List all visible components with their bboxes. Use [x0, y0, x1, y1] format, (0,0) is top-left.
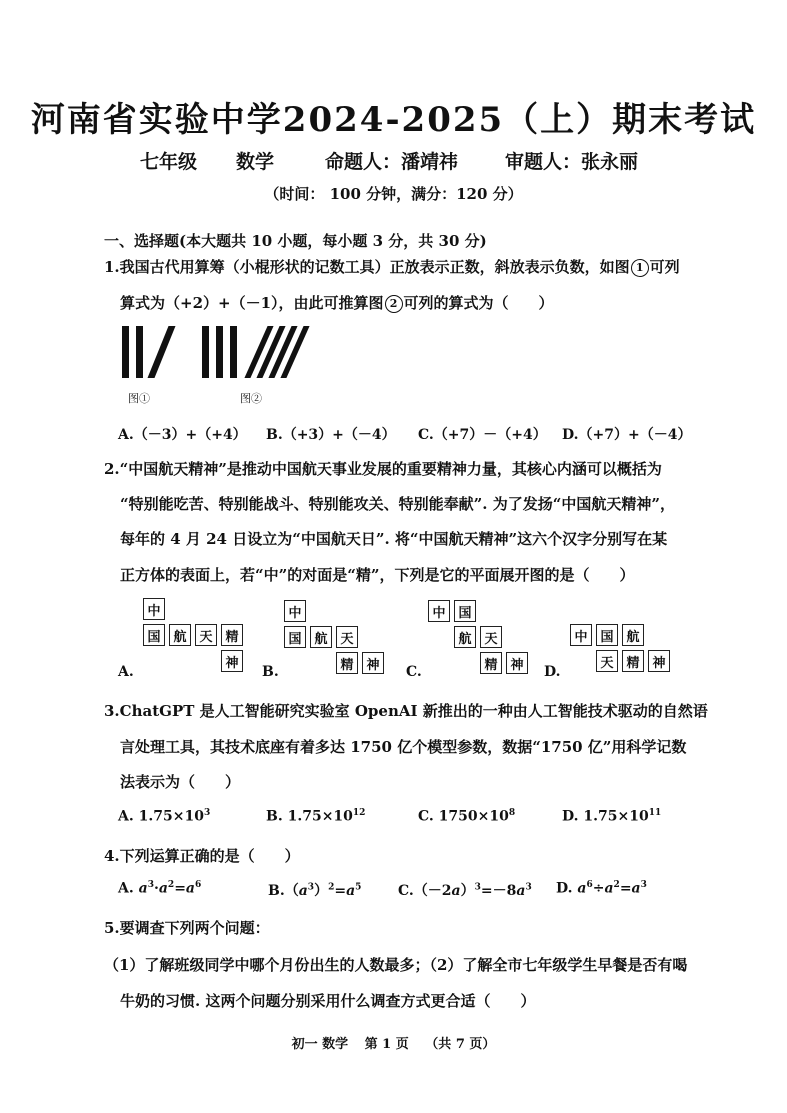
net-cell: 精: [336, 652, 358, 674]
footer-page: 第 1 页: [364, 1037, 409, 1052]
q2-option-a-label: A.: [118, 664, 134, 680]
option-exponent: 8: [508, 808, 516, 818]
q1-option-b: B.（+3）+（－4）: [266, 427, 396, 443]
cube-net-c: [428, 600, 538, 680]
q5-line2: 牛奶的习惯. 这两个问题分别采用什么调查方式更合适（ ）: [120, 992, 536, 1010]
q5-stem: 5.要调查下列两个问题：: [104, 919, 270, 937]
q1-option-a: A.（－3）+（+4）: [118, 427, 247, 443]
q2-line2: “特别能吃苦、特别能战斗、特别能攻关、特别能奉献”. 为了发扬“中国航天精神”，: [120, 495, 675, 513]
q2-line4: 正方体的表面上，若“中”的对面是“精”，下列是它的平面展开图的是（ ）: [120, 566, 635, 584]
option-exponent: 11: [648, 808, 662, 818]
setter-label: 命题人：潘靖祎: [325, 151, 459, 173]
net-cell: 天: [195, 624, 217, 646]
net-cell: 天: [336, 626, 358, 648]
net-cell: 中: [284, 600, 306, 622]
q3-line1: 3.ChatGPT 是人工智能研究实验室 OpenAI 新推出的一种由人工智能技术驱动的自然语: [104, 702, 708, 720]
counting-rods-figure-2: [200, 326, 320, 382]
q2-option-c-label: C.: [406, 664, 422, 680]
net-cell: 航: [310, 626, 332, 648]
option-label: A.: [118, 880, 134, 897]
option-base: 1.75×10: [583, 808, 649, 825]
q1-line2: [120, 292, 554, 313]
net-cell: 天: [596, 650, 618, 672]
net-cell: 国: [284, 626, 306, 648]
subject-label: 数学: [236, 151, 275, 173]
figure-1-caption: 图①: [128, 392, 150, 405]
option-label: B.: [266, 808, 283, 825]
option-base: 1750×10: [438, 808, 509, 825]
cube-net-d: [570, 624, 680, 684]
grade-label: 七年级: [140, 151, 198, 173]
option-label: C.: [398, 883, 414, 899]
counting-rods-figure-1: [118, 326, 188, 382]
net-cell: 中: [143, 598, 165, 620]
net-cell: 中: [428, 600, 450, 622]
q5-line1: （1）了解班级同学中哪个月份出生的人数最多；（2）了解全市七年级学生早餐是否有喝: [104, 956, 688, 974]
q3-line3: 法表示为（ ）: [120, 773, 241, 791]
net-cell: 神: [648, 650, 670, 672]
q3-option-d: [562, 808, 661, 825]
q1-line2-tail: 可列的算式为（ ）: [403, 294, 554, 312]
q2-option-d-label: D.: [544, 664, 561, 680]
upright-rod: [202, 326, 209, 378]
net-cell: 神: [362, 652, 384, 674]
net-cell: 神: [506, 652, 528, 674]
net-cell: 神: [221, 650, 243, 672]
q2-line3: 每年的 4 月 24 日设立为“中国航天日”. 将“中国航天精神”这六个汉字分别写在某: [120, 530, 668, 548]
upright-rod: [230, 326, 237, 378]
q3-line2: 言处理工具，其技术底座有着多达 1750 亿个模型参数，数据“1750 亿”用科学记数: [120, 738, 687, 756]
option-label: B.: [268, 883, 285, 899]
net-cell: 国: [596, 624, 618, 646]
reviewer-label: 审题人：张永丽: [505, 151, 639, 173]
q1-line1: [104, 256, 680, 277]
net-cell: 中: [570, 624, 592, 646]
cube-net-b: [284, 600, 384, 680]
option-exponent: 12: [352, 808, 366, 818]
option-label: D.: [562, 808, 579, 825]
q4-stem: 4.下列运算正确的是（ ）: [104, 847, 300, 865]
upright-rod: [122, 326, 129, 378]
exam-title: 河南省实验中学2024-2025（上）期末考试: [30, 100, 757, 140]
q3-option-a: [118, 808, 210, 825]
net-cell: 国: [143, 624, 165, 646]
net-cell: 天: [480, 626, 502, 648]
net-cell: 精: [480, 652, 502, 674]
q4-option-c: $C.(-2a)^3=-8a^3$: [398, 882, 532, 899]
footer-course: 初一 数学: [291, 1037, 349, 1052]
q2-line1: 2.“中国航天精神”是推动中国航天事业发展的重要精神力量，其核心内涵可以概括为: [104, 460, 662, 478]
q1-option-d: D.（+7）+（－4）: [562, 427, 692, 443]
net-cell: 航: [622, 624, 644, 646]
upright-rod: [216, 326, 223, 378]
circled-number-2: 2: [385, 295, 403, 313]
q3-option-c: [418, 808, 515, 825]
net-cell: 精: [622, 650, 644, 672]
q1-line2-text: 算式为（+2）+（－1），由此可推算图: [120, 294, 384, 312]
option-label: A.: [118, 808, 134, 825]
net-cell: 航: [169, 624, 191, 646]
q1-line1-tail: 可列: [649, 258, 680, 276]
q4-option-a: A. $a^3\cdot a^2=a^6$: [118, 880, 202, 897]
option-exponent: 3: [203, 808, 211, 818]
time-score-line: （时间： 100 分钟，满分：120 分）: [264, 185, 523, 203]
upright-rod: [136, 326, 143, 378]
option-base: 1.75×10: [138, 808, 204, 825]
cube-net-a: [143, 598, 243, 678]
footer-total: （共 7 页）: [425, 1037, 496, 1052]
page-footer: [0, 1033, 787, 1052]
q4-option-d: D. $a^6\div a^2=a^3$: [556, 880, 647, 897]
q1-option-c: C.（+7）－（+4）: [418, 427, 547, 443]
circled-number-1: 1: [631, 259, 649, 277]
net-cell: 精: [221, 624, 243, 646]
net-cell: 航: [454, 626, 476, 648]
q4-option-b: $B.(a^3)^2=a^5$: [268, 882, 362, 899]
q2-option-b-label: B.: [262, 664, 279, 680]
net-cell: 国: [454, 600, 476, 622]
q1-line1-text: 1.我国古代用算筹（小棍形状的记数工具）正放表示正数，斜放表示负数，如图: [104, 258, 630, 276]
option-base: 1.75×10: [287, 808, 353, 825]
option-label: C.: [418, 808, 434, 825]
figure-2-caption: 图②: [240, 392, 262, 405]
section-heading: 一、选择题(本大题共 10 小题，每小题 3 分，共 30 分): [104, 232, 487, 250]
slanted-rod: [147, 326, 175, 378]
option-label: D.: [556, 880, 573, 897]
q3-option-b: [266, 808, 365, 825]
